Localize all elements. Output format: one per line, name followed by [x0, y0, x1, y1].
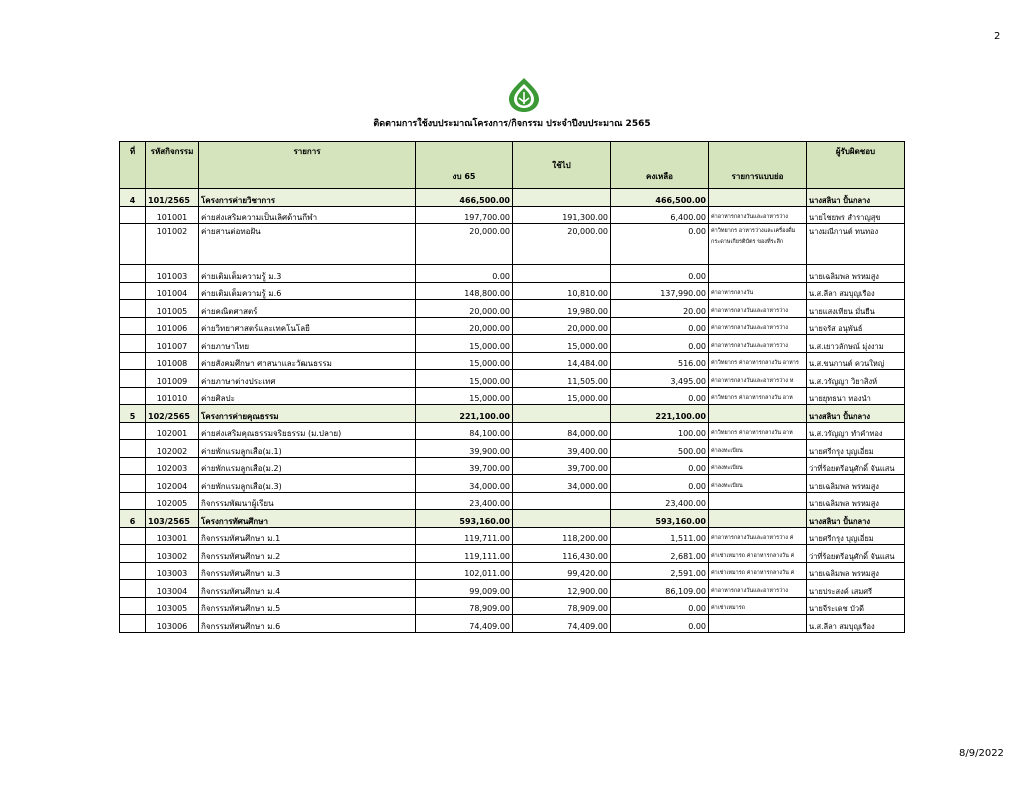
- cell-used: 84,000.00: [513, 422, 611, 440]
- cell-used: 99,420.00: [513, 562, 611, 580]
- cell-remaining: 0.00: [611, 457, 709, 475]
- cell-budget: 148,800.00: [416, 282, 513, 300]
- table-row: [120, 440, 905, 458]
- cell-code: 102002: [146, 440, 199, 458]
- cell-summary: [709, 492, 807, 510]
- cell-item: ค่ายพักแรมลูกเสือ(ม.2): [199, 457, 416, 475]
- table-row: [120, 597, 905, 615]
- header-no: ที่: [120, 142, 146, 189]
- cell-no: [120, 545, 146, 563]
- cell-no: [120, 387, 146, 405]
- cell-summary: ค่าวิทยากร ค่าอาหารกลางวัน อาหาร: [709, 352, 807, 370]
- cell-summary: ค่าลงทะเบียน: [709, 457, 807, 475]
- cell-no: [120, 300, 146, 318]
- cell-summary: ค่าอาหารกลางวันและอาหารว่าง: [709, 300, 807, 318]
- cell-budget: 466,500.00: [416, 189, 513, 207]
- cell-summary: ค่าวิทยากร ค่าอาหารกลางวัน อาห: [709, 387, 807, 405]
- cell-summary: [709, 405, 807, 423]
- cell-no: [120, 597, 146, 615]
- cell-budget: 20,000.00: [416, 300, 513, 318]
- cell-used: 34,000.00: [513, 475, 611, 493]
- cell-remaining: 137,990.00: [611, 282, 709, 300]
- cell-code: 103004: [146, 580, 199, 598]
- cell-item: กิจกรรมพัฒนาผู้เรียน: [199, 492, 416, 510]
- cell-used: 15,000.00: [513, 335, 611, 353]
- cell-remaining: 3,495.00: [611, 370, 709, 388]
- cell-remaining: 20.00: [611, 300, 709, 318]
- cell-budget: 119,711.00: [416, 527, 513, 545]
- cell-item: กิจกรรมทัศนศึกษา ม.6: [199, 615, 416, 633]
- cell-code: 101005: [146, 300, 199, 318]
- table-row: [120, 224, 905, 265]
- cell-summary: ค่าเช่าเหมารถ ค่าอาหารกลางวัน ค่: [709, 545, 807, 563]
- cell-no: [120, 317, 146, 335]
- cell-budget: 20,000.00: [416, 317, 513, 335]
- cell-responsible: นายยุทธนา ทองนำ: [807, 387, 905, 405]
- cell-no: 4: [120, 189, 146, 207]
- cell-remaining: 23,400.00: [611, 492, 709, 510]
- cell-summary: [709, 510, 807, 528]
- table-row: [120, 300, 905, 318]
- cell-code: 103006: [146, 615, 199, 633]
- cell-remaining: 221,100.00: [611, 405, 709, 423]
- cell-remaining: 86,109.00: [611, 580, 709, 598]
- table-row: [120, 580, 905, 598]
- cell-remaining: 593,160.00: [611, 510, 709, 528]
- cell-responsible: นายประสงค์ เสมศรี: [807, 580, 905, 598]
- cell-budget: 15,000.00: [416, 352, 513, 370]
- cell-budget: 23,400.00: [416, 492, 513, 510]
- cell-code: 103005: [146, 597, 199, 615]
- cell-budget: 221,100.00: [416, 405, 513, 423]
- cell-no: [120, 265, 146, 283]
- cell-used: 10,810.00: [513, 282, 611, 300]
- cell-summary: ค่าอาหารกลางวันและอาหารว่าง: [709, 317, 807, 335]
- table-row: [120, 422, 905, 440]
- cell-summary: ค่าอาหารกลางวัน: [709, 282, 807, 300]
- cell-budget: 39,900.00: [416, 440, 513, 458]
- cell-used: 39,700.00: [513, 457, 611, 475]
- cell-item: กิจกรรมทัศนศึกษา ม.5: [199, 597, 416, 615]
- cell-used: [513, 405, 611, 423]
- cell-responsible: นายเฉลิมพล พรหมสูง: [807, 562, 905, 580]
- cell-budget: 593,160.00: [416, 510, 513, 528]
- cell-remaining: 2,591.00: [611, 562, 709, 580]
- cell-remaining: 6,400.00: [611, 206, 709, 224]
- cell-code: 101/2565: [146, 189, 199, 207]
- cell-code: 101008: [146, 352, 199, 370]
- budget-table: [119, 141, 905, 633]
- cell-summary: ค่าวิทยากร ค่าอาหารกลางวัน อาห: [709, 422, 807, 440]
- table-row: [120, 317, 905, 335]
- table-row: [120, 370, 905, 388]
- table-row: [120, 527, 905, 545]
- cell-used: 118,200.00: [513, 527, 611, 545]
- cell-responsible: นายแสงเทียน มั่นยืน: [807, 300, 905, 318]
- cell-remaining: 1,511.00: [611, 527, 709, 545]
- cell-remaining: 100.00: [611, 422, 709, 440]
- cell-remaining: 0.00: [611, 224, 709, 265]
- cell-used: 39,400.00: [513, 440, 611, 458]
- cell-remaining: 0.00: [611, 265, 709, 283]
- cell-code: 103003: [146, 562, 199, 580]
- cell-item: กิจกรรมทัศนศึกษา ม.1: [199, 527, 416, 545]
- cell-summary: ค่าอาหารกลางวันและอาหารว่าง ห: [709, 370, 807, 388]
- cell-budget: 84,100.00: [416, 422, 513, 440]
- cell-no: [120, 206, 146, 224]
- cell-item: ค่ายส่งเสริมคุณธรรมจริยธรรม (ม.ปลาย): [199, 422, 416, 440]
- cell-responsible: นายเฉลิมพล พรหมสูง: [807, 265, 905, 283]
- cell-item: ค่ายภาษาไทย: [199, 335, 416, 353]
- table-row: [120, 265, 905, 283]
- cell-code: 101001: [146, 206, 199, 224]
- cell-responsible: น.ส.วรัญญา ทำคำทอง: [807, 422, 905, 440]
- cell-code: 102001: [146, 422, 199, 440]
- cell-no: [120, 440, 146, 458]
- table-row: [120, 282, 905, 300]
- table-row: [120, 545, 905, 563]
- cell-responsible: นายศรีกรุง บุญเอี่ยม: [807, 527, 905, 545]
- cell-code: 101010: [146, 387, 199, 405]
- cell-no: [120, 562, 146, 580]
- cell-summary: [709, 189, 807, 207]
- table-row: [120, 510, 905, 528]
- cell-item: ค่ายพักแรมลูกเสือ(ม.3): [199, 475, 416, 493]
- table-row: [120, 387, 905, 405]
- cell-remaining: 516.00: [611, 352, 709, 370]
- cell-item: ค่ายสังคมศึกษา ศาสนาและวัฒนธรรม: [199, 352, 416, 370]
- cell-responsible: น.ส.วรัญญา วิยาสิงห์: [807, 370, 905, 388]
- cell-no: [120, 527, 146, 545]
- cell-responsible: นางสลินา ปั้นกลาง: [807, 510, 905, 528]
- cell-code: 101009: [146, 370, 199, 388]
- cell-summary: [709, 265, 807, 283]
- cell-no: [120, 370, 146, 388]
- print-date: 8/9/2022: [959, 748, 1004, 759]
- cell-code: 102005: [146, 492, 199, 510]
- cell-no: 6: [120, 510, 146, 528]
- cell-budget: 15,000.00: [416, 387, 513, 405]
- cell-code: 101003: [146, 265, 199, 283]
- header-summary: รายการแบบย่อ: [709, 142, 807, 189]
- cell-summary: ค่าเช่าเหมารถ ค่าอาหารกลางวัน ค่: [709, 562, 807, 580]
- cell-remaining: 0.00: [611, 317, 709, 335]
- cell-remaining: 466,500.00: [611, 189, 709, 207]
- cell-responsible: ว่าที่ร้อยตรีอนุศักดิ์ จันแสน: [807, 457, 905, 475]
- cell-summary: ค่าอาหารกลางวันและอาหารว่าง: [709, 206, 807, 224]
- cell-item: ค่ายศิลปะ: [199, 387, 416, 405]
- header-responsible: ผู้รับผิดชอบ: [807, 142, 905, 189]
- cell-summary: [709, 615, 807, 633]
- cell-used: 14,484.00: [513, 352, 611, 370]
- cell-summary: ค่าอาหารกลางวันและอาหารว่าง: [709, 580, 807, 598]
- cell-responsible: นายจีระเดช บัวดี: [807, 597, 905, 615]
- cell-responsible: นายไชยพร สำราญสุข: [807, 206, 905, 224]
- cell-item: ค่ายเติมเต็มความรู้ ม.3: [199, 265, 416, 283]
- cell-code: 102004: [146, 475, 199, 493]
- cell-summary: ค่าลงทะเบียน: [709, 440, 807, 458]
- cell-budget: 197,700.00: [416, 206, 513, 224]
- cell-code: 102/2565: [146, 405, 199, 423]
- cell-responsible: นางมณีกานต์ ทนทอง: [807, 224, 905, 265]
- cell-no: [120, 475, 146, 493]
- cell-budget: 34,000.00: [416, 475, 513, 493]
- cell-used: 116,430.00: [513, 545, 611, 563]
- header-budget: งบ 65: [416, 142, 513, 189]
- cell-responsible: ว่าที่ร้อยตรีอนุศักดิ์ จันแสน: [807, 545, 905, 563]
- cell-item: กิจกรรมทัศนศึกษา ม.2: [199, 545, 416, 563]
- cell-used: 11,505.00: [513, 370, 611, 388]
- cell-responsible: นางสลินา ปั้นกลาง: [807, 405, 905, 423]
- cell-no: 5: [120, 405, 146, 423]
- table-row: [120, 335, 905, 353]
- cell-item: ค่ายคณิตศาสตร์: [199, 300, 416, 318]
- cell-item: ค่ายสานต่อทอฝัน: [199, 224, 416, 265]
- cell-used: 15,000.00: [513, 387, 611, 405]
- cell-responsible: นายจรัส อนุพันธ์: [807, 317, 905, 335]
- cell-used: [513, 492, 611, 510]
- header-used: ใช้ไป: [513, 142, 611, 189]
- cell-code: 101004: [146, 282, 199, 300]
- header-item: รายการ: [199, 142, 416, 189]
- cell-remaining: 0.00: [611, 475, 709, 493]
- cell-remaining: 2,681.00: [611, 545, 709, 563]
- cell-no: [120, 422, 146, 440]
- cell-item: ค่ายภาษาต่างประเทศ: [199, 370, 416, 388]
- cell-summary: ค่าอาหารกลางวันและอาหารว่าง ค่: [709, 527, 807, 545]
- cell-used: 19,980.00: [513, 300, 611, 318]
- cell-responsible: นางสลินา ปั้นกลาง: [807, 189, 905, 207]
- cell-no: [120, 615, 146, 633]
- cell-code: 101007: [146, 335, 199, 353]
- page-number: 2: [994, 31, 1001, 42]
- cell-remaining: 0.00: [611, 597, 709, 615]
- cell-code: 102003: [146, 457, 199, 475]
- cell-item: โครงการทัศนศึกษา: [199, 510, 416, 528]
- cell-remaining: 0.00: [611, 615, 709, 633]
- cell-budget: 20,000.00: [416, 224, 513, 265]
- cell-code: 101002: [146, 224, 199, 265]
- cell-budget: 99,009.00: [416, 580, 513, 598]
- table-row: [120, 615, 905, 633]
- cell-used: 12,900.00: [513, 580, 611, 598]
- cell-code: 103002: [146, 545, 199, 563]
- table-row: [120, 475, 905, 493]
- cell-used: 74,409.00: [513, 615, 611, 633]
- cell-no: [120, 282, 146, 300]
- cell-item: ค่ายเติมเต็มความรู้ ม.6: [199, 282, 416, 300]
- table-row: [120, 189, 905, 207]
- cell-budget: 102,011.00: [416, 562, 513, 580]
- cell-responsible: นายเฉลิมพล พรหมสูง: [807, 492, 905, 510]
- cell-remaining: 0.00: [611, 387, 709, 405]
- cell-budget: 74,409.00: [416, 615, 513, 633]
- cell-responsible: นายศรีกรุง บุญเอี่ยม: [807, 440, 905, 458]
- school-logo-icon: [506, 77, 542, 113]
- cell-responsible: น.ส.เยาวลักษณ์ มุ่งงาม: [807, 335, 905, 353]
- cell-item: ค่ายส่งเสริมความเป็นเลิศด้านกีฬา: [199, 206, 416, 224]
- cell-budget: 0.00: [416, 265, 513, 283]
- cell-summary: ค่าอาหารกลางวันและอาหารว่าง: [709, 335, 807, 353]
- cell-no: [120, 224, 146, 265]
- cell-responsible: น.ส.ลีลา สมบุญเรือง: [807, 282, 905, 300]
- cell-responsible: นายเฉลิมพล พรหมสูง: [807, 475, 905, 493]
- cell-budget: 15,000.00: [416, 335, 513, 353]
- table-row: [120, 562, 905, 580]
- cell-item: กิจกรรมทัศนศึกษา ม.3: [199, 562, 416, 580]
- table-header-row: [120, 142, 905, 189]
- cell-used: [513, 265, 611, 283]
- cell-used: 191,300.00: [513, 206, 611, 224]
- header-code: รหัสกิจกรรม: [146, 142, 199, 189]
- cell-budget: 39,700.00: [416, 457, 513, 475]
- cell-no: [120, 335, 146, 353]
- cell-responsible: น.ส.ขนกานต์ ควนใหญ่: [807, 352, 905, 370]
- cell-item: ค่ายวิทยาศาสตร์และเทคโนโลยี: [199, 317, 416, 335]
- cell-code: 103/2565: [146, 510, 199, 528]
- document-title: ติดตามการใช้งบประมาณโครงการ/กิจกรรม ประจำปีงบประมาณ 2565: [373, 119, 651, 129]
- header-remaining: คงเหลือ: [611, 142, 709, 189]
- cell-summary: ค่าเช่าเหมารถ: [709, 597, 807, 615]
- table-row: [120, 492, 905, 510]
- cell-used: 20,000.00: [513, 224, 611, 265]
- cell-item: ค่ายพักแรมลูกเสือ(ม.1): [199, 440, 416, 458]
- cell-no: [120, 580, 146, 598]
- cell-used: [513, 510, 611, 528]
- cell-no: [120, 492, 146, 510]
- cell-remaining: 0.00: [611, 335, 709, 353]
- cell-item: โครงการค่ายคุณธรรม: [199, 405, 416, 423]
- cell-budget: 78,909.00: [416, 597, 513, 615]
- cell-responsible: น.ส.ลีลา สมบุญเรือง: [807, 615, 905, 633]
- cell-budget: 15,000.00: [416, 370, 513, 388]
- cell-used: 20,000.00: [513, 317, 611, 335]
- cell-item: กิจกรรมทัศนศึกษา ม.4: [199, 580, 416, 598]
- table-row: [120, 457, 905, 475]
- cell-code: 101006: [146, 317, 199, 335]
- cell-summary: ค่าวิทยากร อาหารว่างและเครื่องดื่ม กระดาษเกียรติบัตร ของที่ระลึก: [709, 224, 807, 265]
- cell-remaining: 500.00: [611, 440, 709, 458]
- cell-summary: ค่าลงทะเบียน: [709, 475, 807, 493]
- cell-used: 78,909.00: [513, 597, 611, 615]
- cell-budget: 119,111.00: [416, 545, 513, 563]
- cell-no: [120, 457, 146, 475]
- cell-used: [513, 189, 611, 207]
- table-row: [120, 405, 905, 423]
- table-row: [120, 352, 905, 370]
- cell-no: [120, 352, 146, 370]
- cell-code: 103001: [146, 527, 199, 545]
- table-row: [120, 206, 905, 224]
- cell-item: โครงการค่ายวิชาการ: [199, 189, 416, 207]
